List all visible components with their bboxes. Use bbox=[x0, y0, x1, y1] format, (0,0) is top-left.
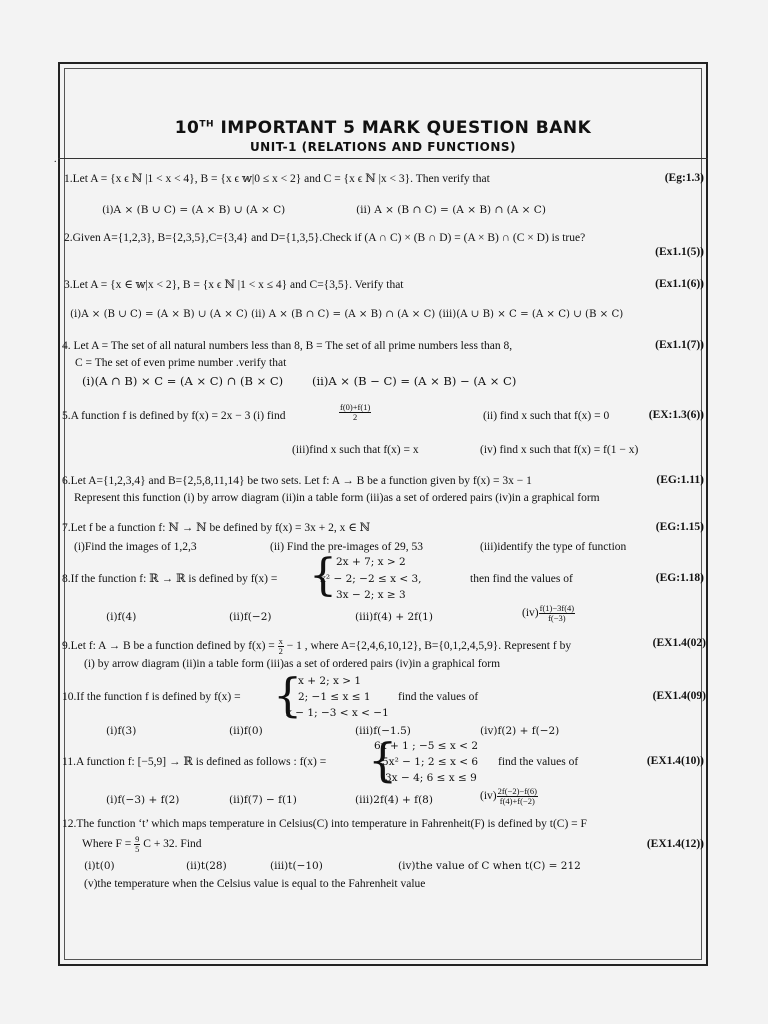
question-8-part-iv: (iv) $\frac{f(1)-3f(4)}{f(-3)}$ bbox=[522, 603, 575, 623]
question-2: 2.Given A={1,2,3}, B={2,3,5},C={3,4} and D={1,3,5}.Check if (A ∩ C) × (B ∩ D) = (A × B) ∩ (C × D) is true? bbox=[64, 232, 586, 244]
question-12-ref: (EX1.4(12)) bbox=[646, 838, 704, 850]
question-8-part-ii: (ii)f(−2) bbox=[229, 611, 272, 623]
question-5-ref: (EX:1.3(6)) bbox=[648, 409, 704, 421]
question-11-part-i: (i)f(−3) + f(2) bbox=[106, 794, 180, 806]
question-8-case-1: 2x + 7; x > 2 bbox=[336, 556, 406, 568]
question-4-line-2: C = The set of even prime number .verify that bbox=[75, 357, 287, 369]
question-10-case-2: 2; −1 ≤ x ≤ 1 bbox=[298, 691, 371, 703]
question-9-parts: (i) by arrow diagram (ii)in a table form (iii)as a set of ordered pairs (iv)in a graphical form bbox=[84, 658, 501, 670]
question-9: 9.Let f: A → B be a function defined by f(x) = $\frac{x}{2}$ − 1 , where A={2,4,6,10,12}, B={0,1,2,4,5,9}. Represent f by bbox=[62, 636, 572, 656]
question-9-ref: (EX1.4(02) bbox=[652, 637, 706, 649]
question-10-case-1: x + 2; x > 1 bbox=[298, 675, 362, 687]
question-3-ref: (Ex1.1(6)) bbox=[655, 278, 704, 290]
question-10-part-iii: (iii)f(−1.5) bbox=[355, 725, 411, 737]
question-8-part-i: (i)f(4) bbox=[106, 611, 137, 623]
question-12-part-ii: (ii)t(28) bbox=[186, 860, 227, 872]
question-2-ref: (Ex1.1(5)) bbox=[655, 246, 704, 258]
page-title: 10TH IMPORTANT 5 MARK QUESTION BANK bbox=[174, 118, 592, 138]
question-12-part-iv: (iv)the value of C when t(C) = 212 bbox=[398, 860, 581, 872]
question-12-part-iii: (iii)t(−10) bbox=[270, 860, 323, 872]
question-11: 11.A function f: [−5,9] → ℝ is defined as follows : f(x) = bbox=[62, 756, 327, 768]
question-11-part-iii: (iii)2f(4) + f(8) bbox=[355, 794, 433, 806]
question-10-ref: (EX1.4(09) bbox=[652, 690, 706, 702]
question-7-part-iii: (iii)identify the type of function bbox=[480, 541, 627, 553]
question-10-part-iv: (iv)f(2) + f(−2) bbox=[480, 725, 560, 737]
question-6: 6.Let A={1,2,3,4} and B={2,5,8,11,14} be two sets. Let f: A → B be a function given by f(x) = 3x − 1 bbox=[62, 475, 532, 487]
question-5-part-iv: (iv) find x such that f(x) = f(1 − x) bbox=[480, 444, 639, 456]
question-8-ref: (EG:1.18) bbox=[655, 572, 704, 584]
question-11-ref: (EX1.4(10)) bbox=[646, 755, 704, 767]
question-6-line-2: Represent this function (i) by arrow diagram (ii)in a table form (iii)as a set of ordered pairs (iv)in a graphical form bbox=[74, 492, 600, 504]
question-7-ref: (EG:1.15) bbox=[655, 521, 704, 533]
question-7-part-ii: (ii) Find the pre-images of 29, 53 bbox=[270, 541, 423, 553]
question-4-ref: (Ex1.1(7)) bbox=[655, 339, 704, 351]
question-10: 10.If the function f is defined by f(x) = bbox=[62, 691, 241, 703]
question-10-part-ii: (ii)f(0) bbox=[229, 725, 263, 737]
question-10-after: find the values of bbox=[398, 691, 479, 703]
question-3: 3.Let A = {x ∈ 𝕨|x < 2}, B = {x ϵ ℕ |1 < x ≤ 4} and C={3,5}. Verify that bbox=[64, 279, 404, 291]
question-12-where: Where F = $\frac{9}{5}$ C + 32. Find bbox=[82, 834, 202, 854]
question-8-after: then find the values of bbox=[470, 573, 573, 585]
question-3-parts: (i)A × (B ∪ C) = (A × B) ∪ (A × C) (ii) A × (B ∩ C) = (A × B) ∩ (A × C) (iii)(A ∪ B) × C = (A × C) ∪ (B × C) bbox=[70, 309, 624, 320]
question-10-part-i: (i)f(3) bbox=[106, 725, 137, 737]
question-8-case-2: x² − 2; −2 ≤ x < 3, bbox=[320, 573, 422, 585]
question-5-part-ii: (ii) find x such that f(x) = 0 bbox=[483, 410, 610, 422]
question-8-case-3: 3x − 2; x ≥ 3 bbox=[336, 589, 406, 601]
question-7: 7.Let f be a function f: ℕ → ℕ be defined by f(x) = 3x + 2, x ∈ ℕ bbox=[62, 522, 371, 534]
header-divider bbox=[58, 158, 708, 159]
question-1-part-i: (i)A × (B ∪ C) = (A × B) ∪ (A × C) bbox=[102, 204, 286, 216]
question-5-fraction: $\frac{f(0)+f(1)}{2}$ bbox=[340, 402, 371, 422]
question-11-case-1: 6x + 1 ; −5 ≤ x < 2 bbox=[374, 740, 478, 752]
brace-symbol: { bbox=[368, 733, 398, 787]
question-8-part-iii: (iii)f(4) + 2f(1) bbox=[355, 611, 433, 623]
question-7-part-i: (i)Find the images of 1,2,3 bbox=[74, 541, 197, 553]
question-10-case-3: x − 1; −3 < x < −1 bbox=[286, 707, 389, 719]
question-6-ref: (EG:1.11) bbox=[656, 474, 704, 486]
brace-symbol: { bbox=[309, 550, 337, 601]
question-12-part-v: (v)the temperature when the Celsius value is equal to the Fahrenheit value bbox=[84, 878, 426, 890]
question-12-part-i: (i)t(0) bbox=[84, 860, 115, 872]
question-1-part-ii: (ii) A × (B ∩ C) = (A × B) ∩ (A × C) bbox=[356, 204, 546, 216]
question-5-part-iii: (iii)find x such that f(x) = x bbox=[292, 444, 419, 456]
question-5: 5.A function f is defined by f(x) = 2x − 3 (i) find bbox=[62, 410, 286, 422]
question-1-ref: (Eg:1.3) bbox=[664, 172, 704, 184]
question-11-after: find the values of bbox=[498, 756, 579, 768]
margin-dot: . bbox=[54, 154, 57, 165]
question-11-case-3: 3x − 4; 6 ≤ x ≤ 9 bbox=[385, 772, 477, 784]
page-subtitle: UNIT-1 (RELATIONS AND FUNCTIONS) bbox=[249, 140, 517, 154]
question-4-part-ii: (ii)A × (B − C) = (A × B) − (A × C) bbox=[312, 374, 517, 388]
question-4-part-i: (i)(A ∩ B) × C = (A × C) ∩ (B × C) bbox=[82, 374, 284, 388]
question-11-part-ii: (ii)f(7) − f(1) bbox=[229, 794, 297, 806]
question-11-case-2: 5x² − 1; 2 ≤ x < 6 bbox=[382, 756, 479, 768]
question-12: 12.The function ‘t’ which maps temperature in Celsius(C) into temperature in Fahrenheit(F) is defined by t(C) = F bbox=[62, 818, 587, 830]
question-11-part-iv: (iv) $\frac{2f(-2)-f(6)}{f(4)+f(-2)}$ bbox=[480, 786, 537, 806]
question-4: 4. Let A = The set of all natural numbers less than 8, B = The set of all prime numbers less than 8, bbox=[62, 340, 513, 352]
question-1: 1.Let A = {x ϵ ℕ |1 < x < 4}, B = {x ϵ 𝕨|0 ≤ x < 2} and C = {x ϵ ℕ |x < 3}. Then verify that bbox=[64, 173, 490, 185]
question-8: 8.If the function f: ℝ → ℝ is defined by f(x) = bbox=[62, 573, 278, 585]
brace-symbol: { bbox=[273, 668, 303, 722]
